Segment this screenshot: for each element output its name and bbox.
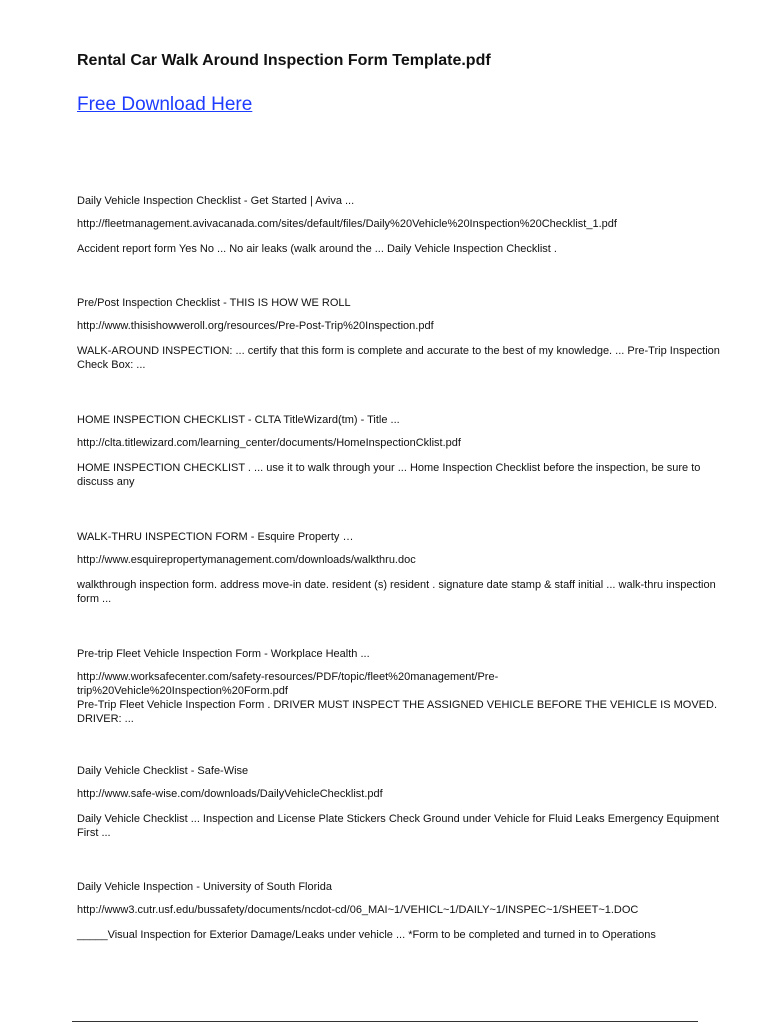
entry-url: http://www.safe-wise.com/downloads/DailyVehicleChecklist.pdf <box>77 788 383 800</box>
entry-title: WALK-THRU INSPECTION FORM - Esquire Property … <box>77 531 354 543</box>
entry-title: Pre/Post Inspection Checklist - THIS IS HOW WE ROLL <box>77 297 351 309</box>
entry-url: http://www.worksafecenter.com/safety-resources/PDF/topic/fleet%20management/Pre-trip%20Vehicle%20Inspection%20Form.pdf <box>77 671 499 697</box>
list-item <box>77 296 727 372</box>
footer-divider <box>72 1021 698 1022</box>
entry-description: walkthrough inspection form. address move-in date. resident (s) resident . signature date stamp & staff initial ... walk-thru inspection form ... <box>77 579 716 605</box>
entry-title: Daily Vehicle Inspection - University of South Florida <box>77 881 332 893</box>
list-item <box>77 194 727 256</box>
document-title: Rental Car Walk Around Inspection Form Template.pdf <box>77 52 491 69</box>
entry-title: Pre-trip Fleet Vehicle Inspection Form - Workplace Health ... <box>77 648 370 660</box>
entry-title: Daily Vehicle Checklist - Safe-Wise <box>77 765 249 777</box>
entry-title: HOME INSPECTION CHECKLIST - CLTA TitleWizard(tm) - Title ... <box>77 414 400 426</box>
entry-url: http://fleetmanagement.avivacanada.com/sites/default/files/Daily%20Vehicle%20Inspection%20Checklist_1.pdf <box>77 218 617 230</box>
free-download-link[interactable]: Free Download Here <box>77 94 253 115</box>
entry-description: Pre-Trip Fleet Vehicle Inspection Form . DRIVER MUST INSPECT THE ASSIGNED VEHICLE BEFORE THE VEHICLE IS MOVED. DRIVER: ... <box>77 699 718 725</box>
entry-url: http://www3.cutr.usf.edu/bussafety/documents/ncdot-cd/06_MAI~1/VEHICL~1/DAILY~1/INSPEC~1/SHEET~1.DOC <box>77 904 639 916</box>
entry-description: _____Visual Inspection for Exterior Damage/Leaks under vehicle ... *Form to be completed and turned in to Operations <box>77 929 656 941</box>
list-item <box>77 413 727 489</box>
entry-description: Daily Vehicle Checklist ... Inspection and License Plate Stickers Check Ground under Vehicle for Fluid Leaks Emergency Equipment First ... <box>77 813 719 839</box>
list-item <box>77 764 727 840</box>
list-item <box>77 880 727 942</box>
list-item <box>77 530 727 606</box>
entry-title: Daily Vehicle Inspection Checklist - Get Started | Aviva ... <box>77 195 355 207</box>
entry-url: http://www.thisishowweroll.org/resources/Pre-Post-Trip%20Inspection.pdf <box>77 320 434 332</box>
entry-url: http://clta.titlewizard.com/learning_center/documents/HomeInspectionCklist.pdf <box>77 437 461 449</box>
entry-description: WALK-AROUND INSPECTION: ... certify that this form is complete and accurate to the best of my knowledge. ... Pre-Trip Inspection Check Box: ... <box>77 345 720 371</box>
entry-description: Accident report form Yes No ... No air leaks (walk around the ... Daily Vehicle Inspection Checklist . <box>77 243 557 255</box>
list-item <box>77 647 727 726</box>
entry-url: http://www.esquirepropertymanagement.com/downloads/walkthru.doc <box>77 554 416 566</box>
entry-description: HOME INSPECTION CHECKLIST . ... use it to walk through your ... Home Inspection Checklist before the inspection, be sure to discuss any <box>77 462 701 488</box>
